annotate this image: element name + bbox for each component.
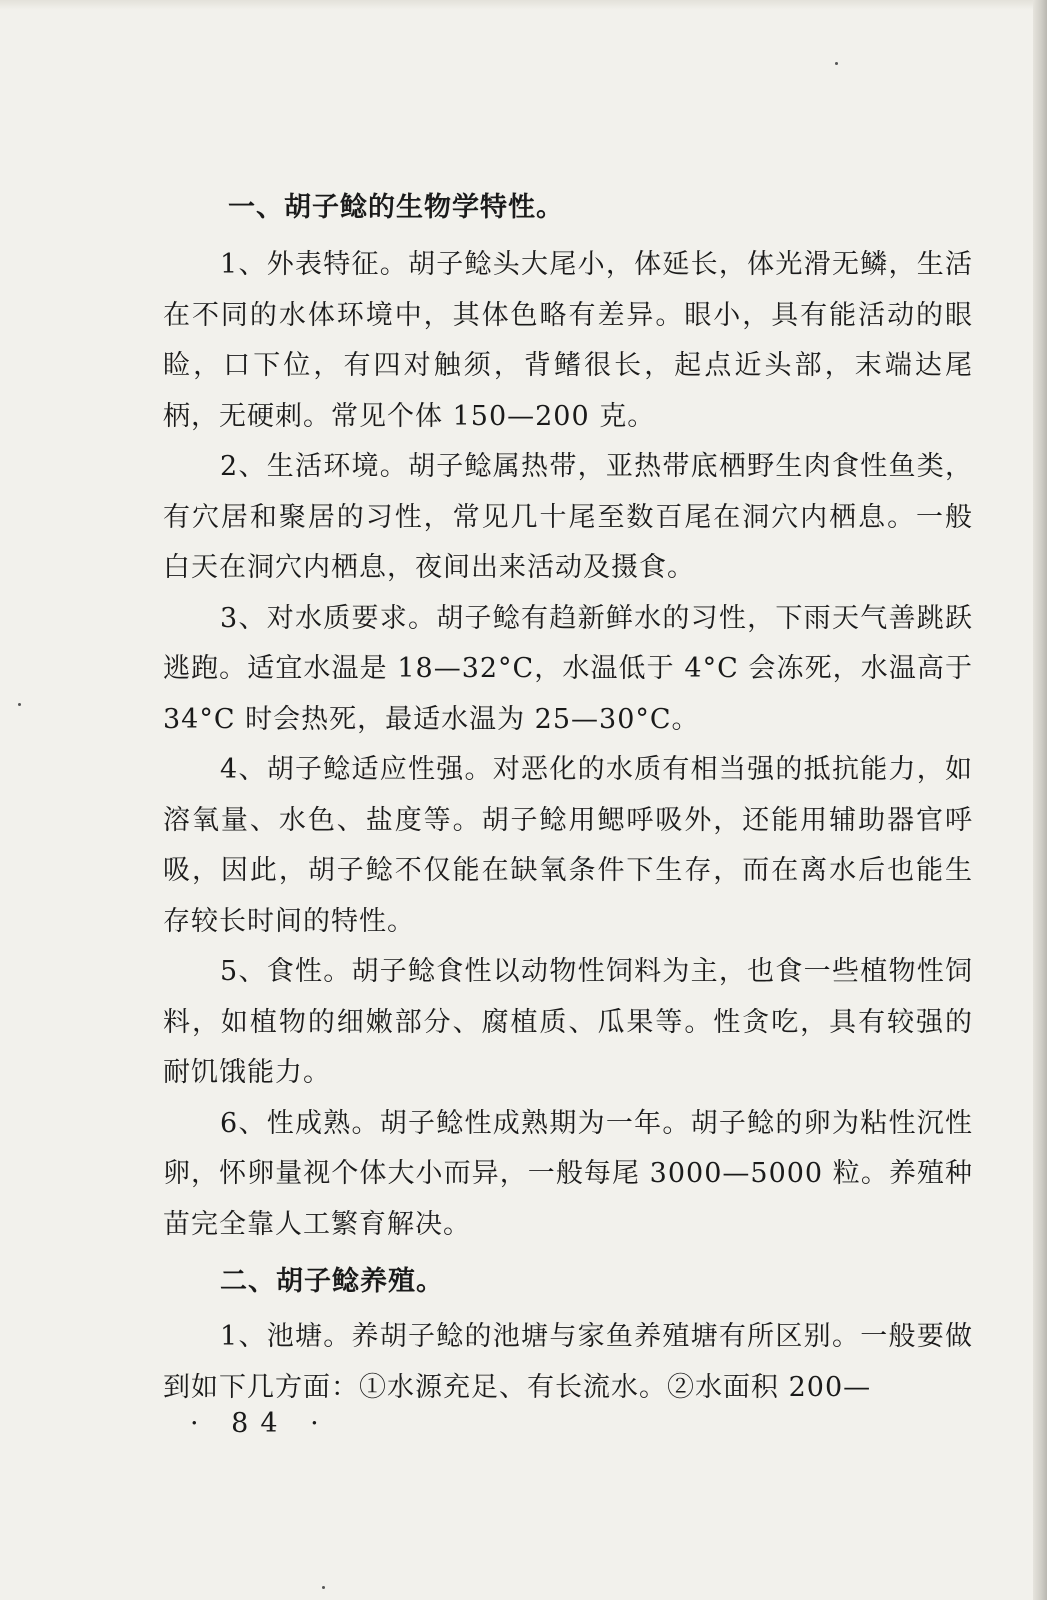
section-heading-1: 一、胡子鲶的生物学特性。 bbox=[228, 192, 564, 223]
paper-speck bbox=[18, 703, 21, 706]
paragraph-pond: 1、池塘。养胡子鲶的池塘与家鱼养殖塘有所区别。一般要做到如下几方面：①水源充足、有长流水。②水面积 200— bbox=[163, 1321, 973, 1403]
paragraph-maturity: 6、性成熟。胡子鲶性成熟期为一年。胡子鲶的卵为粘性沉性卵，怀卵量视个体大小而异，一般每尾 3000—5000 粒。养殖种苗完全靠人工繁育解决。 bbox=[163, 1107, 973, 1240]
paragraph-habitat: 2、生活环境。胡子鲶属热带，亚热带底栖野生肉食性鱼类，有穴居和聚居的习性，常见几十尾至数百尾在洞穴内栖息。一般白天在洞穴内栖息，夜间出来活动及摄食。 bbox=[163, 451, 973, 583]
paper-speck bbox=[322, 1586, 325, 1589]
paragraph-diet: 5、食性。胡子鲶食性以动物性饲料为主，也食一些植物性饲料，如植物的细嫩部分、腐植质、瓜果等。性贪吃，具有较强的耐饥饿能力。 bbox=[163, 956, 973, 1088]
page-number: · 84 · bbox=[190, 1408, 331, 1439]
paragraph-adaptability: 4、胡子鲶适应性强。对恶化的水质有相当强的抵抗能力，如溶氧量、水色、盐度等。胡子鲶用鳃呼吸外，还能用辅助器官呼吸，因此，胡子鲶不仅能在缺氧条件下生存，而在离水后也能生存较长时间的特性。 bbox=[163, 754, 973, 937]
page-edge-shadow bbox=[1033, 0, 1047, 1600]
section-heading-2: 二、胡子鲶养殖。 bbox=[220, 1266, 444, 1297]
paragraph-appearance: 1、外表特征。胡子鲶头大尾小，体延长，体光滑无鳞，生活在不同的水体环境中，其体色略有差异。眼小，具有能活动的眼睑，口下位，有四对触须，背鳍很长，起点近头部，末端达尾柄，无硬刺。常见个体 150—200 克。 bbox=[163, 249, 973, 432]
page-body bbox=[163, 190, 973, 1413]
page-top-shadow bbox=[0, 0, 1047, 10]
paper-speck bbox=[835, 62, 838, 65]
paragraph-water-quality: 3、对水质要求。胡子鲶有趋新鲜水的习性，下雨天气善跳跃逃跑。适宜水温是 18—32°C，水温低于 4°C 会冻死，水温高于 34°C 时会热死，最适水温为 25—30°C。 bbox=[163, 602, 973, 735]
